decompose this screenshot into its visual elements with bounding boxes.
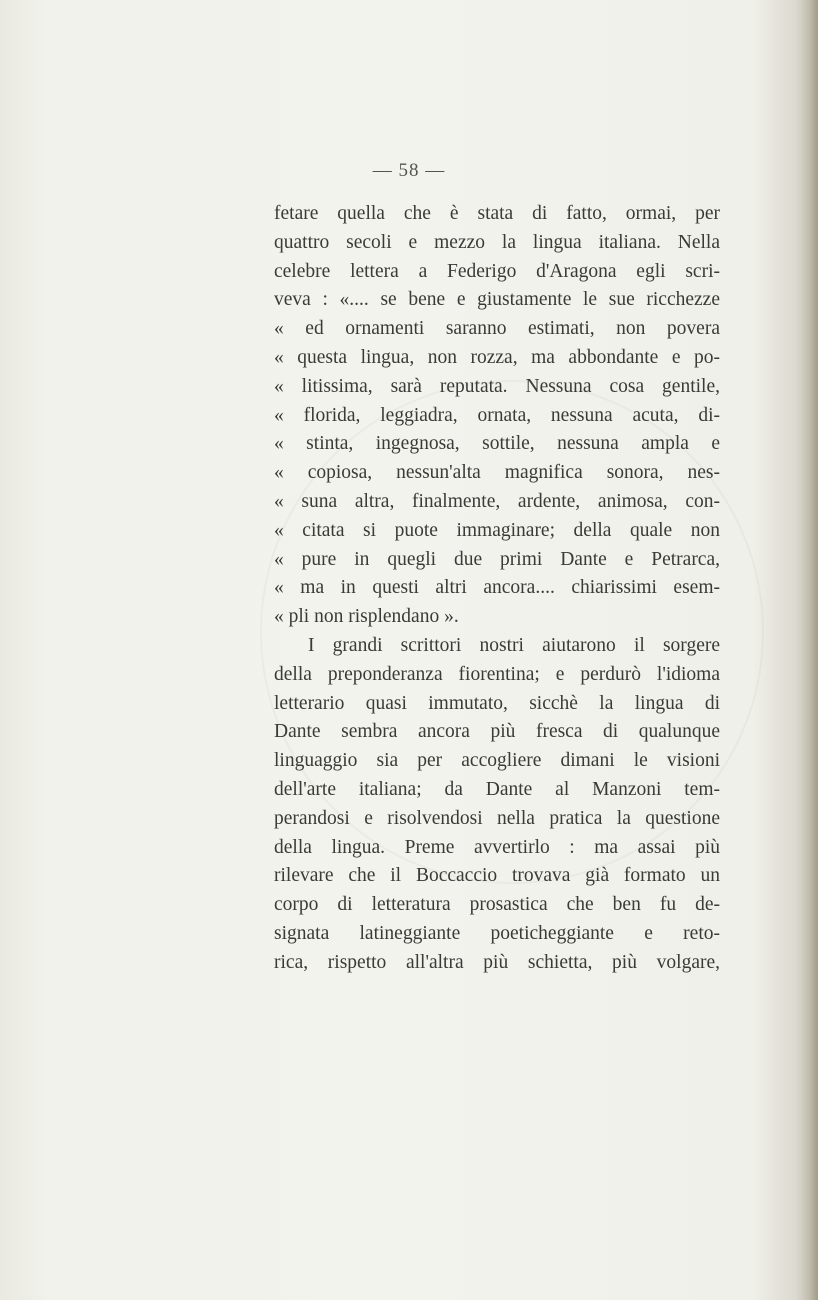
text-line: rica, rispetto all'altra più schietta, più volgare, [274,951,720,973]
text-line: della lingua. Preme avvertirlo : ma assai più [274,836,720,858]
text-line: « pure in quegli due primi Dante e Petrarca, [274,548,720,570]
page-edge-shadow [796,0,818,1300]
text-line: « litissima, sarà reputata. Nessuna cosa gentile, [274,375,720,397]
text-line: della preponderanza fiorentina; e perdurò l'idioma [274,663,720,685]
text-line: Dante sembra ancora più fresca di qualunque [274,721,720,743]
text-line-paragraph-start: I grandi scrittori nostri aiutarono il sorgere [308,634,720,656]
text-line: « florida, leggiadra, ornata, nessuna acuta, di- [274,404,720,426]
text-line: celebre lettera a Federigo d'Aragona egli scri- [274,260,720,282]
text-line: « questa lingua, non rozza, ma abbondante e po- [274,346,720,368]
text-line: perandosi e risolvendosi nella pratica la questione [274,807,720,829]
text-line: « copiosa, nessun'alta magnifica sonora, nes- [274,462,720,484]
text-line: fetare quella che è stata di fatto, ormai, per [274,203,720,224]
text-line-paragraph-end: « pli non risplendano ». [274,606,459,628]
text-line: « stinta, ingegnosa, sottile, nessuna ampla e [274,433,720,455]
text-line: rilevare che il Boccaccio trovava già formato un [274,865,720,887]
text-line: dell'arte italiana; da Dante al Manzoni tem- [274,778,720,800]
text-line: signata latineggiante poeticheggiante e reto- [274,922,720,944]
text-line: linguaggio sia per accogliere dimani le visioni [274,750,720,772]
text-line: « citata si puote immaginare; della quale non [274,519,720,541]
text-line: « suna altra, finalmente, ardente, animosa, con- [274,490,720,512]
text-line: « ma in questi altri ancora.... chiarissimi esem- [274,577,720,599]
text-line: letterario quasi immutato, sicchè la lingua di [274,692,720,714]
body-text [274,200,720,978]
text-line: corpo di letteratura prosastica che ben fu de- [274,894,720,916]
text-line: « ed ornamenti saranno estimati, non povera [274,318,720,340]
text-line: veva : «.... se bene e giustamente le sue ricchezze [274,289,720,311]
page-number: — 58 — [372,160,446,181]
text-line: quattro secoli e mezzo la lingua italiana. Nella [274,231,720,253]
